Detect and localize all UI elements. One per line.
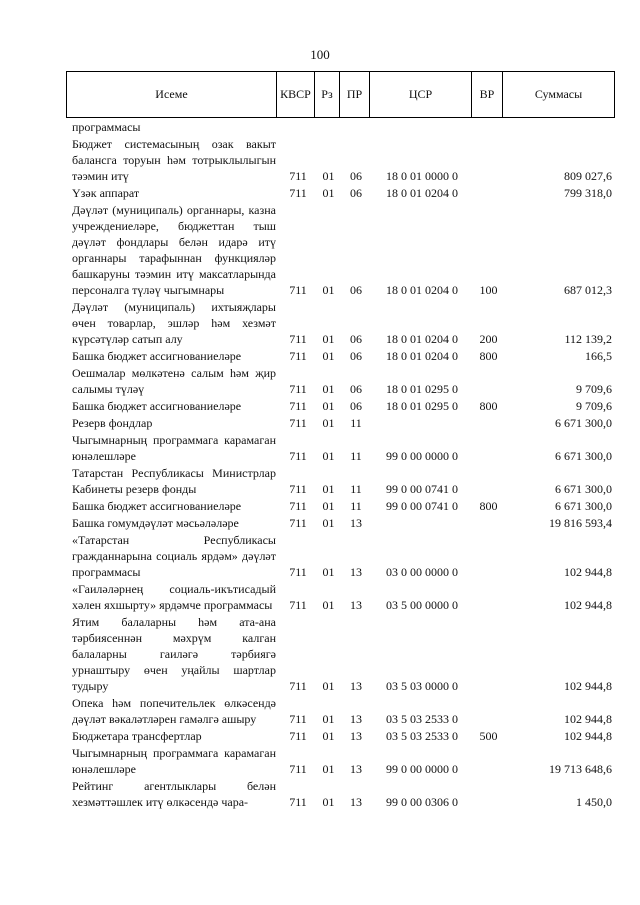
cell-sum: 19 816 593,4 — [549, 516, 612, 530]
cell-kvsr: 711 — [289, 449, 307, 463]
cell-rz: 01 — [322, 729, 335, 743]
cell-pr: 11 — [350, 482, 362, 496]
cell-csr: 03 5 00 0000 0 — [386, 598, 458, 612]
cell-sum: 9 709,6 — [576, 382, 612, 396]
cell-rz: 01 — [322, 712, 335, 726]
table-row — [72, 498, 614, 514]
cell-name: Оешмалар мөлкәтенә салым һәм җир салымы түләү — [72, 366, 276, 396]
cell-pr: 11 — [350, 499, 362, 513]
cell-pr: 11 — [350, 449, 362, 463]
cell-csr: 03 0 00 0000 0 — [386, 565, 458, 579]
table-row — [72, 348, 614, 364]
table-row — [72, 465, 614, 497]
cell-csr: 18 0 01 0204 0 — [386, 332, 458, 346]
table-row — [72, 432, 614, 464]
cell-kvsr: 711 — [289, 712, 307, 726]
cell-csr: 18 0 01 0000 0 — [386, 169, 458, 183]
header-kvsr: КВСР — [277, 72, 315, 118]
cell-sum: 6 671 300,0 — [555, 449, 612, 463]
cell-pr: 06 — [350, 283, 362, 297]
cell-kvsr: 711 — [289, 382, 307, 396]
cell-vr: 100 — [479, 283, 498, 297]
cell-sum: 102 944,8 — [564, 729, 612, 743]
cell-csr: 18 0 01 0204 0 — [386, 349, 458, 363]
cell-csr: 18 0 01 0295 0 — [386, 382, 458, 396]
cell-name: Опека һәм попечительлек өлкәсендә дәүләт вәкаләтләрен гамәлгә ашыру — [72, 696, 276, 726]
cell-kvsr: 711 — [289, 399, 307, 413]
cell-name: программасы — [72, 120, 141, 134]
cell-name: «Татарстан Республикасы гражданнарына социаль ярдәм» дәүләт программасы — [72, 533, 276, 579]
cell-kvsr: 711 — [289, 795, 307, 809]
cell-csr: 18 0 01 0204 0 — [386, 283, 458, 297]
cell-rz: 01 — [322, 795, 335, 809]
cell-pr: 11 — [350, 416, 362, 430]
table-row — [72, 728, 614, 744]
table-row — [72, 202, 614, 298]
header-rz: Рз — [315, 72, 340, 118]
table-header — [66, 71, 615, 118]
header-csr: ЦСР — [370, 72, 472, 118]
cell-sum: 102 944,8 — [564, 598, 612, 612]
cell-pr: 13 — [350, 565, 362, 579]
table-row — [72, 185, 614, 201]
page-number: 100 — [310, 47, 330, 62]
cell-csr: 99 0 00 0306 0 — [386, 795, 458, 809]
cell-kvsr: 711 — [289, 416, 307, 430]
cell-rz: 01 — [322, 679, 335, 693]
table-row — [72, 532, 614, 580]
cell-vr: 800 — [479, 399, 498, 413]
table-row — [72, 398, 614, 414]
cell-pr: 06 — [350, 399, 362, 413]
header-name: Исеме — [67, 72, 277, 118]
cell-sum: 166,5 — [585, 349, 612, 363]
cell-pr: 13 — [350, 729, 362, 743]
cell-rz: 01 — [322, 516, 335, 530]
cell-name: Башка бюджет ассигнованиеләре — [72, 399, 242, 413]
table-row — [72, 515, 614, 531]
cell-pr: 13 — [350, 795, 362, 809]
table-row — [72, 745, 614, 777]
cell-rz: 01 — [322, 449, 335, 463]
cell-rz: 01 — [322, 499, 335, 513]
header-vr: ВР — [472, 72, 503, 118]
cell-rz: 01 — [322, 598, 335, 612]
cell-kvsr: 711 — [289, 565, 307, 579]
cell-kvsr: 711 — [289, 283, 307, 297]
cell-kvsr: 711 — [289, 186, 307, 200]
table-row — [72, 119, 614, 135]
cell-kvsr: 711 — [289, 482, 307, 496]
cell-pr: 06 — [350, 186, 362, 200]
cell-sum: 6 671 300,0 — [555, 416, 612, 430]
cell-name: Татарстан Республикасы Министрлар Кабинеты резерв фонды — [72, 466, 276, 496]
cell-rz: 01 — [322, 482, 335, 496]
cell-sum: 6 671 300,0 — [555, 499, 612, 513]
cell-kvsr: 711 — [289, 679, 307, 693]
cell-kvsr: 711 — [289, 169, 307, 183]
cell-sum: 1 450,0 — [576, 795, 612, 809]
cell-name: Чыгымнарның программага карамаган юнәлешләре — [72, 433, 276, 463]
cell-sum: 809 027,6 — [564, 169, 612, 183]
cell-name: Дәүләт (муниципаль) органнары, казна учреждениеләре, бюджеттан тыш дәүләт фондлары белән идарә итү органнары тарафыннан функцияләр башкаруны тәэмин итү максатларында персоналга түләү чыгымнары — [72, 203, 276, 297]
cell-rz: 01 — [322, 399, 335, 413]
cell-name: Резерв фондлар — [72, 416, 153, 430]
cell-name: Рейтинг агентлыклары белән хезмәттәшлек итү өлкәсендә чара- — [72, 779, 276, 809]
cell-rz: 01 — [322, 283, 335, 297]
cell-rz: 01 — [322, 186, 335, 200]
cell-name: Бюджет системасының озак вакыт балансга торуын һәм тотрыклылыгын тәэмин итү — [72, 137, 276, 183]
cell-name: Чыгымнарның программага карамаган юнәлешләре — [72, 746, 276, 776]
cell-csr: 99 0 00 0741 0 — [386, 482, 458, 496]
header-pr: ПР — [340, 72, 370, 118]
cell-csr: 03 5 03 2533 0 — [386, 729, 458, 743]
cell-rz: 01 — [322, 565, 335, 579]
cell-name: «Гаиләләрнең социаль-икътисадый хәлен яхшырту» ярдәмче программасы — [72, 582, 276, 612]
cell-rz: 01 — [322, 169, 335, 183]
cell-pr: 13 — [350, 516, 362, 530]
cell-vr: 200 — [479, 332, 498, 346]
cell-csr: 18 0 01 0204 0 — [386, 186, 458, 200]
cell-rz: 01 — [322, 762, 335, 776]
cell-vr: 800 — [479, 499, 498, 513]
cell-name: Башка гомумдәүләт мәсьәләләре — [72, 516, 239, 530]
header-sum: Суммасы — [503, 72, 615, 118]
cell-name: Башка бюджет ассигнованиеләре — [72, 499, 242, 513]
cell-pr: 06 — [350, 169, 362, 183]
cell-pr: 13 — [350, 762, 362, 776]
table-row — [72, 136, 614, 184]
cell-pr: 13 — [350, 712, 362, 726]
cell-pr: 06 — [350, 382, 362, 396]
table-row — [72, 365, 614, 397]
cell-kvsr: 711 — [289, 332, 307, 346]
cell-csr: 99 0 00 0000 0 — [386, 762, 458, 776]
cell-kvsr: 711 — [289, 598, 307, 612]
table-row — [72, 299, 614, 347]
table-row — [72, 581, 614, 613]
table-row — [72, 614, 614, 694]
cell-kvsr: 711 — [289, 499, 307, 513]
table-body — [72, 119, 614, 811]
cell-csr: 03 5 03 2533 0 — [386, 712, 458, 726]
cell-sum: 19 713 648,6 — [549, 762, 612, 776]
cell-sum: 799 318,0 — [564, 186, 612, 200]
cell-sum: 9 709,6 — [576, 399, 612, 413]
cell-rz: 01 — [322, 332, 335, 346]
table-row — [72, 778, 614, 810]
cell-name: Бюджетара трансфертлар — [72, 729, 202, 743]
cell-sum: 112 139,2 — [564, 332, 612, 346]
cell-rz: 01 — [322, 416, 335, 430]
cell-pr: 06 — [350, 332, 362, 346]
cell-name: Дәүләт (муниципаль) ихтыяҗлары өчен товарлар, эшләр һәм хезмәт күрсәтүләр сатып алу — [72, 300, 276, 346]
cell-kvsr: 711 — [289, 729, 307, 743]
cell-kvsr: 711 — [289, 349, 307, 363]
cell-csr: 03 5 03 0000 0 — [386, 679, 458, 693]
cell-sum: 6 671 300,0 — [555, 482, 612, 496]
cell-sum: 102 944,8 — [564, 679, 612, 693]
cell-sum: 102 944,8 — [564, 712, 612, 726]
cell-sum: 102 944,8 — [564, 565, 612, 579]
cell-vr: 500 — [479, 729, 498, 743]
table-row — [72, 415, 614, 431]
cell-pr: 06 — [350, 349, 362, 363]
cell-pr: 13 — [350, 679, 362, 693]
cell-name: Үзәк аппарат — [72, 186, 140, 200]
cell-name: Ятим балаларны һәм ата-ана тәрбиясеннән мәхрүм калган балаларны гаиләгә тәрбиягә урнаштыру өчен уңайлы шартлар тудыру — [72, 615, 276, 693]
cell-csr: 99 0 00 0000 0 — [386, 449, 458, 463]
table-row — [72, 695, 614, 727]
cell-vr: 800 — [479, 349, 498, 363]
cell-name: Башка бюджет ассигнованиеләре — [72, 349, 242, 363]
cell-pr: 13 — [350, 598, 362, 612]
cell-rz: 01 — [322, 349, 335, 363]
cell-kvsr: 711 — [289, 762, 307, 776]
cell-kvsr: 711 — [289, 516, 307, 530]
cell-csr: 99 0 00 0741 0 — [386, 499, 458, 513]
cell-rz: 01 — [322, 382, 335, 396]
cell-csr: 18 0 01 0295 0 — [386, 399, 458, 413]
cell-sum: 687 012,3 — [564, 283, 612, 297]
